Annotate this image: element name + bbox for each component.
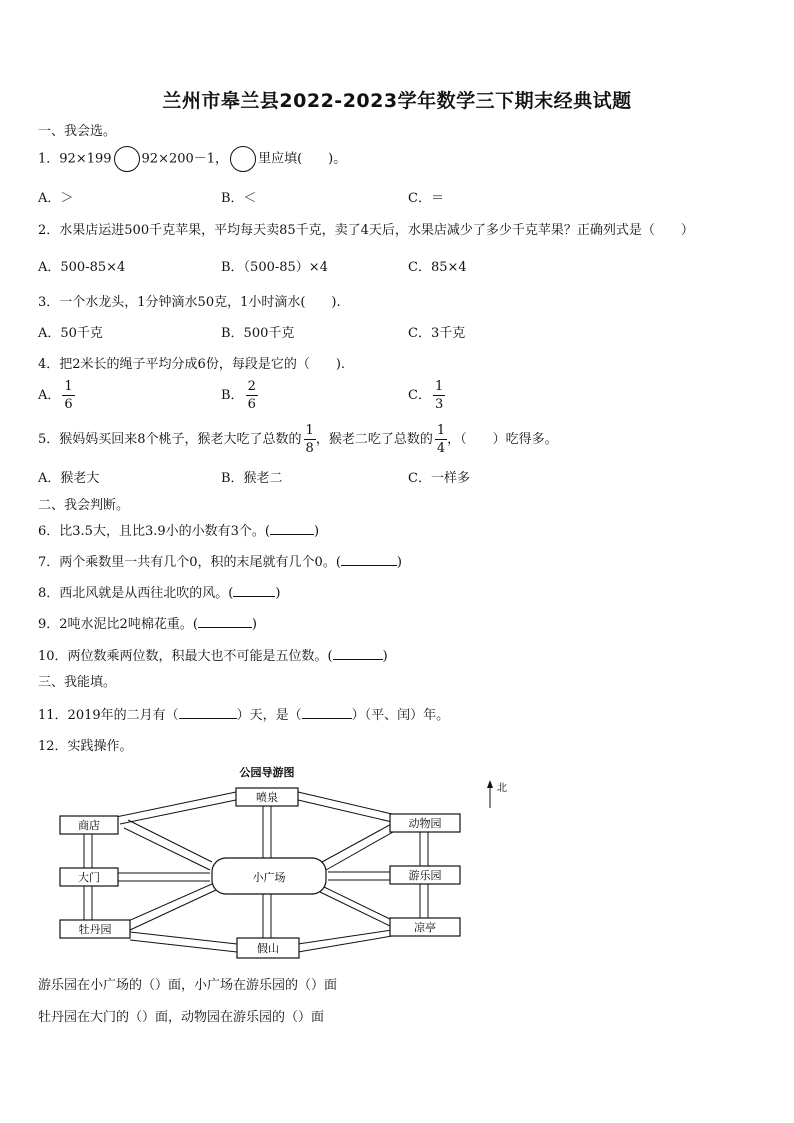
q4-a-label: A． <box>38 388 61 403</box>
question-11 <box>38 704 449 723</box>
q3-option-a[interactable]: A．50千克 <box>38 326 103 341</box>
pavilion-label: 凉亭 <box>414 921 436 934</box>
q4-c-label: C． <box>408 388 431 403</box>
q7-answer-blank[interactable] <box>341 553 397 566</box>
q10-paren-close: ) <box>382 649 388 664</box>
fraction-one-eighth: $\frac{1}{8}$ <box>305 423 314 456</box>
q3-option-c[interactable]: C．3千克 <box>408 326 466 341</box>
q9-answer-blank[interactable] <box>198 615 252 628</box>
q10-answer-blank[interactable] <box>333 647 383 660</box>
page-title: 兰州市皋兰县2022-2023学年数学三下期末经典试题 <box>162 90 632 112</box>
q5-option-c[interactable]: C．一样多 <box>408 471 470 486</box>
q7-text: 7．两个乘数里一共有几个0，积的末尾就有几个0。( <box>38 555 341 570</box>
q6-paren-close: ) <box>313 524 320 539</box>
q8-answer-blank[interactable] <box>233 584 275 597</box>
q5-text-part3: ，（ ）吃得多。 <box>447 432 558 447</box>
q12-line2-part1: 牡丹园在大门的（ <box>38 1010 143 1025</box>
question-6 <box>38 520 319 539</box>
answer-circle-2 <box>230 146 256 172</box>
q3-option-b[interactable]: B．500千克 <box>221 326 295 341</box>
q11-year-type-blank[interactable] <box>302 706 352 719</box>
q2-option-c[interactable]: C．85×4 <box>408 260 467 275</box>
q11-text-part3: ）（平、闰）年。 <box>351 708 450 723</box>
q12-line2-part3: ）面 <box>298 1010 325 1025</box>
q5-option-a[interactable]: A．猴老大 <box>38 471 100 486</box>
q4-b-label: B． <box>221 388 244 403</box>
q8-paren-close: ) <box>275 586 281 601</box>
answer-circle-1[interactable] <box>114 146 140 172</box>
q12-line-2 <box>38 1006 324 1025</box>
park-map-diagram <box>40 760 540 965</box>
q1-option-a[interactable]: A．＞ <box>38 191 74 206</box>
section-heading-2: 二、我会判断。 <box>38 498 130 513</box>
question-12: 12．实践操作。 <box>38 739 133 754</box>
question-9 <box>38 613 257 632</box>
q6-text: 6．比3.5大，且比3.9小的小数有3个。( <box>38 524 270 539</box>
q9-paren-close: ) <box>251 617 257 632</box>
fraction-one-third: $\frac{1}{3}$ <box>434 379 444 412</box>
q11-days-blank[interactable] <box>179 706 237 719</box>
amusement-park-label: 游乐园 <box>408 869 442 882</box>
q4-option-a[interactable] <box>38 380 75 411</box>
north-arrow-icon <box>487 780 493 808</box>
q10-text: 10．两位数乘两位数，积最大也不可能是五位数。( <box>38 649 333 664</box>
q5-option-b[interactable]: B．猴老二 <box>221 471 283 486</box>
fraction-two-sixths: $\frac{2}{6}$ <box>247 379 256 412</box>
question-1 <box>38 146 346 173</box>
q8-text: 8．西北风就是从西往北吹的风。( <box>38 586 234 601</box>
shop-label: 商店 <box>78 819 100 832</box>
section-heading-1: 一、我会选。 <box>38 124 117 139</box>
q6-answer-blank[interactable] <box>270 522 314 535</box>
plaza-label: 小广场 <box>252 871 286 884</box>
peony-garden-label: 牡丹园 <box>78 923 112 936</box>
fraction-one-fourth: $\frac{1}{4}$ <box>436 423 446 456</box>
fraction-one-sixth: $\frac{1}{6}$ <box>64 379 73 412</box>
q1-text-part3: 里应填( )。 <box>258 151 347 167</box>
q12-line2-part2: ）面，动物园在游乐园的（ <box>142 1010 299 1025</box>
q1-option-b[interactable]: B．＜ <box>221 191 257 206</box>
q4-option-c[interactable] <box>408 380 445 411</box>
q2-option-a[interactable]: A．500-85×4 <box>38 260 126 275</box>
q2-option-b[interactable]: B．（500-85）×4 <box>221 260 328 275</box>
question-2: 2．水果店运进500千克苹果，平均每天卖85千克，卖了4天后，水果店减少了多少千克苹果？正确列式是（ ） <box>38 223 694 238</box>
q9-text: 9．2吨水泥比2吨棉花重。( <box>38 617 198 632</box>
q5-text-part1: 5．猴妈妈买回来8个桃子，猴老大吃了总数的 <box>38 432 302 447</box>
q11-text-part2: ）天，是（ <box>236 708 302 723</box>
q5-text-part2: ，猴老二吃了总数的 <box>315 432 433 447</box>
question-5 <box>38 422 558 458</box>
q1-text-part1: 1．92×199 <box>38 151 112 167</box>
q12-line1-part1: 游乐园在小广场的（ <box>38 978 156 993</box>
q12-line1-part3: ）面 <box>311 978 338 993</box>
question-7 <box>38 551 402 570</box>
park-map-title: 公园导游图 <box>239 766 295 779</box>
q1-option-c[interactable]: C．＝ <box>408 191 444 206</box>
q4-option-b[interactable] <box>221 380 258 411</box>
q12-line-1 <box>38 974 337 993</box>
zoo-label: 动物园 <box>408 817 442 830</box>
question-3: 3．一个水龙头，1分钟滴水50克，1小时滴水( ). <box>38 295 341 310</box>
north-label: 北 <box>497 783 507 794</box>
question-8 <box>38 582 280 601</box>
question-10 <box>38 645 388 664</box>
gate-label: 大门 <box>78 871 100 884</box>
section-heading-3: 三、我能填。 <box>38 675 117 690</box>
q7-paren-close: ) <box>396 555 402 570</box>
rockery-label: 假山 <box>257 942 279 955</box>
fountain-label: 喷泉 <box>256 791 278 804</box>
question-4: 4．把2米长的绳子平均分成6份，每段是它的（ ). <box>38 357 346 372</box>
q1-text-part2: 92×200－1， <box>141 151 229 167</box>
q12-line1-part2: ）面，小广场在游乐园的（ <box>155 978 312 993</box>
q11-text-part1: 11．2019年的二月有（ <box>38 708 179 723</box>
